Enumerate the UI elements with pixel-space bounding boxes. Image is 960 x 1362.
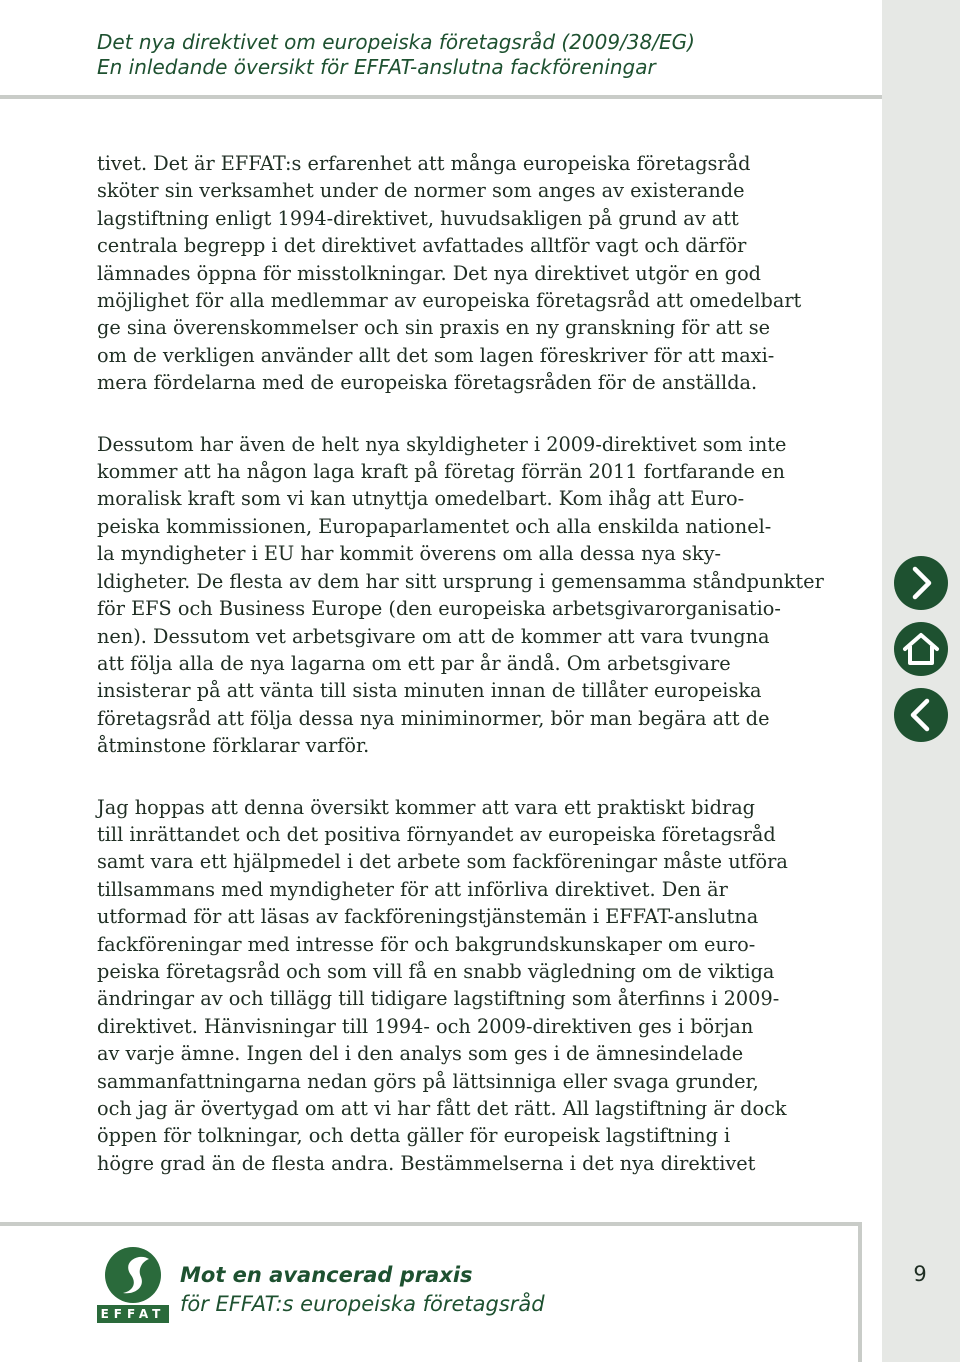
logo-wordmark: EFFAT: [97, 1305, 169, 1323]
text-line: att följa alla de nya lagarna om ett par år ändå. Om arbetsgivare: [97, 651, 731, 675]
text-line: av varje ämne. Ingen del i den analys som ges i de ämnesindelade: [97, 1042, 744, 1066]
running-header: [97, 30, 867, 80]
paragraph-1: [97, 150, 872, 397]
text-line: öppen för tolkningar, och detta gäller för europeisk lagstiftning i: [97, 1124, 731, 1148]
page-number: 9: [913, 1262, 927, 1286]
text-line: lämnades öppna för misstolkningar. Det nya direktivet utgör en god: [97, 261, 762, 285]
text-line: tillsammans med myndigheter för att införliva direktivet. Den är: [97, 877, 728, 901]
effat-logo: [97, 1245, 169, 1330]
body-text: [97, 150, 872, 1177]
text-line: ldigheter. De flesta av dem har sitt ursprung i gemensamma ståndpunkter: [97, 569, 824, 593]
text-line: ge sina överenskommelser och sin praxis en ny granskning för att se: [97, 316, 771, 340]
text-line: möjlighet för alla medlemmar av europeiska företagsråd att omedelbart: [97, 289, 802, 313]
header-line-1: Det nya direktivet om europeiska företagsråd (2009/38/EG): [97, 30, 695, 54]
home-icon: [894, 622, 948, 676]
text-line: utformad för att läsas av fackföreningstjänstemän i EFFAT-anslutna: [97, 905, 759, 929]
text-line: för EFS och Business Europe (den europeiska arbetsgivarorganisatio-: [97, 597, 781, 621]
previous-page-button[interactable]: [894, 688, 948, 742]
chevron-left-icon: [894, 688, 948, 742]
text-line: sköter sin verksamhet under de normer som anges av existerande: [97, 179, 745, 203]
text-line: fackföreningar med intresse för och bakgrundskunskaper om euro-: [97, 932, 756, 956]
text-line: insisterar på att vänta till sista minuten innan de tillåter europeiska: [97, 679, 762, 703]
text-line: peiska kommissionen, Europaparlamentet och alla enskilda nationel-: [97, 514, 772, 538]
header-line-2: En inledande översikt för EFFAT-anslutna fackföreningar: [97, 55, 656, 79]
text-line: om de verkligen använder allt det som lagen föreskriver för att maxi-: [97, 343, 775, 367]
text-line: lagstiftning enligt 1994-direktivet, huvudsakligen på grund av att: [97, 206, 739, 230]
paragraph-3: [97, 794, 872, 1178]
text-line: direktivet. Hänvisningar till 1994- och 2009-direktiven ges i början: [97, 1014, 754, 1038]
text-line: nen). Dessutom vet arbetsgivare om att de kommer att vara tvungna: [97, 624, 770, 648]
text-line: moralisk kraft som vi kan utnyttja omedelbart. Kom ihåg att Euro-: [97, 487, 745, 511]
text-line: samt vara ett hjälpmedel i det arbete som fackföreningar måste utföra: [97, 850, 788, 874]
text-line: kommer att ha någon laga kraft på företag förrän 2011 fortfarande en: [97, 460, 785, 484]
text-line: tivet. Det är EFFAT:s erfarenhet att många europeiska företagsråd: [97, 152, 751, 175]
text-line: Jag hoppas att denna översikt kommer att vara ett praktiskt bidrag: [97, 795, 756, 819]
text-line: sammanfattningarna nedan görs på lättsinniga eller svaga grunder,: [97, 1069, 759, 1093]
text-line: företagsråd att följa dessa nya miniminormer, bör man begära att de: [97, 706, 770, 730]
text-line: mera fördelarna med de europeiska företagsråden för de anställda.: [97, 371, 758, 395]
text-line: peiska företagsråd och som vill få en snabb vägledning om de viktiga: [97, 959, 775, 983]
logo-emblem: [105, 1247, 161, 1303]
footer-subtitle: för EFFAT:s europeiska företagsråd: [180, 1292, 545, 1316]
text-line: la myndigheter i EU har kommit överens om alla dessa nya sky-: [97, 542, 722, 566]
paragraph-2: [97, 431, 872, 760]
next-page-button[interactable]: [894, 556, 948, 610]
home-button[interactable]: [894, 622, 948, 676]
text-line: högre grad än de flesta andra. Bestämmelserna i det nya direktivet: [97, 1151, 756, 1175]
text-line: och jag är övertygad om att vi har fått det rätt. All lagstiftning är dock: [97, 1097, 787, 1120]
text-line: centrala begrepp i det direktivet avfattades alltför vagt och därför: [97, 234, 747, 258]
header-divider: [0, 95, 882, 99]
text-line: Dessutom har även de helt nya skyldigheter i 2009-direktivet som inte: [97, 432, 787, 456]
text-line: ändringar av och tillägg till tidigare lagstiftning som återfinns i 2009-: [97, 987, 780, 1011]
text-line: åtminstone förklarar varför.: [97, 734, 370, 758]
chevron-right-icon: [894, 556, 948, 610]
text-line: till inrättandet och det positiva förnyandet av europeiska företagsråd: [97, 822, 776, 846]
footer-title: Mot en avancerad praxis: [180, 1263, 473, 1287]
side-strip: [882, 0, 960, 1362]
